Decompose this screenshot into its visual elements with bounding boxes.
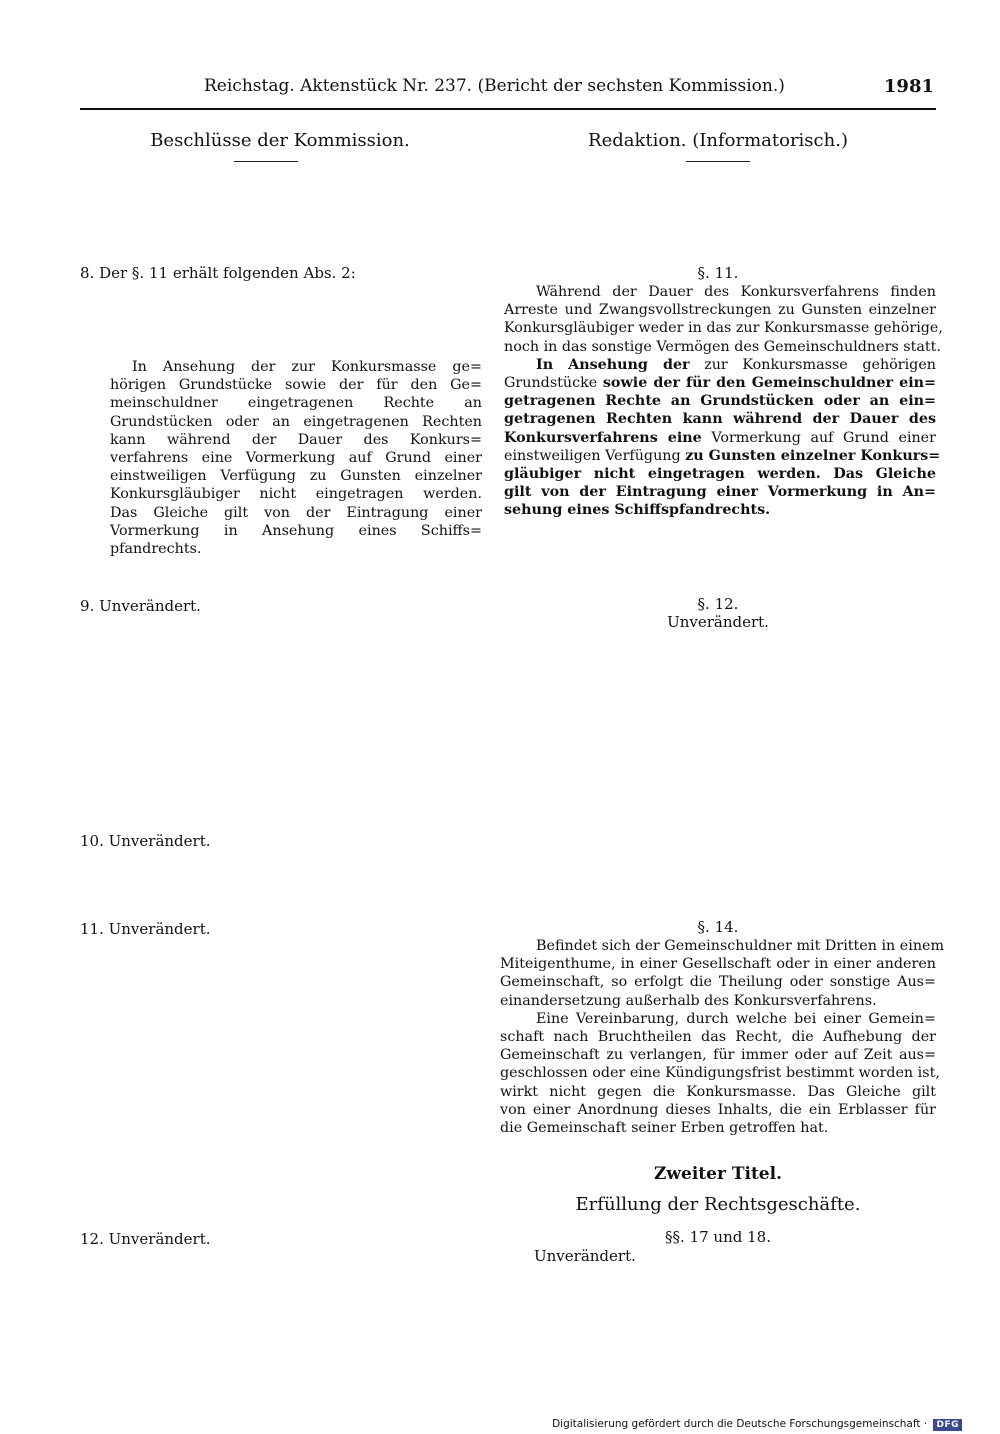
para-line: einstweiligen Verfügung zu Gunsten einzelner: [110, 468, 482, 485]
page-number: 1981: [883, 76, 934, 97]
normal-text: Grundstücke: [504, 375, 603, 392]
second-title-heading: Zweiter Titel.: [653, 1164, 782, 1184]
left-item-8-paragraph: [110, 358, 482, 558]
normal-text: Vormerkung auf Grund einer: [701, 429, 936, 446]
para-line: einandersetzung außerhalb des Konkursverfahrens.: [500, 992, 877, 1009]
para-line: wirkt nicht gegen die Konkursmasse. Das Gleiche gilt: [500, 1083, 936, 1100]
para-line: [504, 429, 936, 447]
para-line: kann während der Dauer des Konkurs=: [110, 431, 482, 448]
left-item-8: 8. Der §. 11 erhält folgenden Abs. 2:: [80, 264, 356, 282]
running-title: Reichstag. Aktenstück Nr. 237. (Bericht der sechsten Kommission.): [204, 76, 785, 96]
para-line: [504, 501, 936, 519]
section-12-text: Unverändert.: [667, 613, 769, 631]
para-line: Befindet sich der Gemeinschuldner mit Dritten in einem: [536, 938, 945, 954]
section-12-heading: §. 12.: [697, 595, 739, 613]
bold-text: getragenen Rechte an Grundstücken oder an ein=: [504, 393, 936, 410]
section-14-text: [500, 937, 945, 1137]
para-line: hörigen Grundstücke sowie der für den Ge=: [110, 377, 482, 394]
left-item-12: 12. Unverändert.: [80, 1230, 211, 1248]
para-line: pfandrechts.: [110, 541, 202, 558]
bold-text: zu Gunsten einzelner Konkurs=: [685, 447, 941, 464]
para-line: [504, 374, 936, 392]
para-line: meinschuldner eingetragenen Rechte an: [110, 395, 482, 412]
para-line: [504, 392, 936, 410]
para-line: von einer Anordnung dieses Inhalts, die ein Erblasser für: [500, 1101, 936, 1118]
bold-text: gilt von der Eintragung einer Vormerkung in An=: [504, 484, 936, 501]
para-line: Grundstücken oder an eingetragenen Rechten: [110, 413, 482, 430]
para-line: noch in das sonstige Vermögen des Gemeinschuldners statt.: [504, 338, 941, 355]
section-17-18-heading: §§. 17 und 18.: [665, 1228, 771, 1246]
para-line: In Ansehung der zur Konkursmasse ge=: [132, 359, 482, 375]
left-column-heading: Beschlüsse der Kommission.: [150, 130, 410, 151]
footer-credit: [552, 1418, 962, 1431]
dfg-logo: DFG: [933, 1419, 962, 1431]
para-line: [504, 465, 936, 483]
normal-text: einstweiligen Verfügung: [504, 447, 686, 464]
para-line: verfahrens eine Vormerkung auf Grund einer: [110, 450, 482, 467]
para-line: [504, 356, 936, 374]
para-line: Während der Dauer des Konkursverfahrens finden: [536, 284, 936, 300]
footer-text: Digitalisierung gefördert durch die Deutsche Forschungsgemeinschaft: [552, 1418, 921, 1430]
para-line: Miteigenthume, in einer Gesellschaft oder in einer anderen: [500, 956, 936, 973]
para-line: schaft nach Bruchtheilen das Recht, die Aufhebung der: [500, 1029, 936, 1046]
left-item-9: 9. Unverändert.: [80, 597, 201, 615]
left-heading-rule: [234, 161, 298, 162]
bold-text: sowie der für den Gemeinschuldner ein=: [602, 375, 936, 392]
header-rule: [80, 108, 936, 110]
left-item-10: 10. Unverändert.: [80, 832, 211, 850]
right-heading-rule: [686, 161, 750, 162]
para-line: Arreste und Zwangsvollstreckungen zu Gunsten einzelner: [504, 302, 936, 319]
left-item-11: 11. Unverändert.: [80, 920, 211, 938]
second-title-subheading: Erfüllung der Rechtsgeschäfte.: [575, 1194, 861, 1215]
section-17-18-text: Unverändert.: [534, 1247, 636, 1265]
bold-text: sehung eines Schiffspfandrechts.: [504, 502, 771, 519]
para-line: die Gemeinschaft seiner Erben getroffen hat.: [500, 1120, 829, 1137]
para-line: Konkursgläubiger weder in das zur Konkursmasse gehörige,: [504, 320, 943, 337]
para-line: Konkursgläubiger nicht eingetragen werden.: [110, 486, 482, 503]
bold-text: In Ansehung der: [536, 356, 690, 373]
para-line: [504, 483, 936, 501]
para-line: Gemeinschaft, so erfolgt die Theilung oder sonstige Aus=: [500, 974, 936, 991]
para-line: geschlossen oder eine Kündigungsfrist bestimmt worden ist,: [500, 1065, 940, 1082]
section-11-text: [504, 283, 943, 520]
para-line: [504, 410, 936, 428]
para-line: Vormerkung in Ansehung eines Schiffs=: [110, 522, 482, 539]
section-11-heading: §. 11.: [697, 264, 739, 282]
bold-text: Konkursverfahrens eine: [504, 429, 702, 446]
normal-text: zur Konkursmasse gehörigen: [689, 356, 936, 373]
section-14-heading: §. 14.: [697, 918, 739, 936]
para-line: Das Gleiche gilt von der Eintragung einer: [110, 504, 482, 521]
bold-text: getragenen Rechten kann während der Dauer des: [504, 411, 936, 428]
right-column-heading: Redaktion. (Informatorisch.): [588, 130, 848, 151]
para-line: Gemeinschaft zu verlangen, für immer oder auf Zeit aus=: [500, 1047, 936, 1064]
bold-text: gläubiger nicht eingetragen werden. Das Gleiche: [504, 466, 936, 483]
separator: ·: [920, 1418, 931, 1430]
para-line: [504, 447, 941, 465]
para-line: Eine Vereinbarung, durch welche bei einer Gemein=: [536, 1010, 936, 1027]
